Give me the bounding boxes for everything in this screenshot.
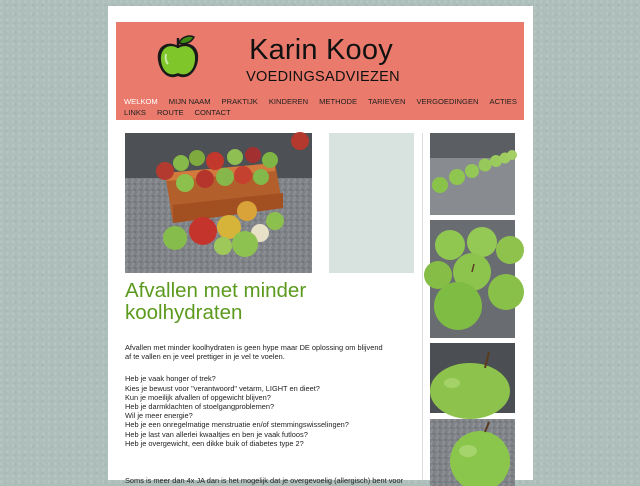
question-list [125, 374, 387, 448]
nav-link-praktijk[interactable]: PRAKTIJK [221, 97, 258, 106]
site-title: Karin Kooy [249, 34, 393, 66]
thumb-image-green-apples [430, 220, 515, 338]
list-item: Kies je bewust voor "verantwoord" vetarm, LIGHT en dieet? [125, 383, 320, 393]
list-item: Heb je darmklachten of stoelgangproblemen? [125, 402, 275, 412]
list-item: Wil je meer energie? [125, 411, 193, 421]
nav-link-acties[interactable]: ACTIES [489, 97, 517, 106]
thumb-image-apple-closeup [430, 419, 515, 486]
site-subtitle: VOEDINGSADVIEZEN [246, 69, 400, 85]
nav-link-links[interactable]: LINKS [124, 108, 146, 117]
site-header [116, 22, 524, 120]
nav-link-contact[interactable]: CONTACT [194, 108, 231, 117]
list-item: Kun je moeilijk afvallen of opgewicht blijven? [125, 392, 271, 402]
nav-link-route[interactable]: ROUTE [156, 108, 184, 117]
nav-link-vergoedingen[interactable]: VERGOEDINGEN [416, 97, 479, 106]
thumb-image-row-of-apples [430, 133, 515, 215]
list-item: Heb je vaak honger of trek? [125, 374, 216, 384]
green-apple-icon [154, 34, 202, 82]
list-item: Heb je overgewicht, een dikke buik of diabetes type 2? [125, 438, 304, 448]
hero-image-apple-crate [125, 133, 312, 273]
main-nav [124, 96, 524, 118]
side-panel [329, 133, 414, 273]
article-intro: Afvallen met minder koolhydraten is geen hype maar DE oplossing om blijvend af te vallen en je veel prettiger in je vel te voelen. [125, 343, 383, 362]
nav-link-tarieven[interactable]: TARIEVEN [368, 97, 406, 106]
nav-link-kinderen[interactable]: KINDEREN [268, 97, 309, 106]
list-item: Heb je last van allerlei kwaaltjes en ben je vaak futloos? [125, 429, 308, 439]
column-divider [422, 133, 423, 480]
article-body [125, 343, 387, 448]
article-title: Afvallen met minder koolhydraten [125, 279, 307, 324]
nav-link-mijn-naam[interactable]: MIJN NAAM [168, 97, 211, 106]
nav-link-welkom[interactable]: WELKOM [124, 97, 158, 106]
article-continued-text: Soms is meer dan 4x JA dan is het mogelijk dat je overgevoelig (allergisch) bent voor [125, 476, 404, 485]
nav-link-methode[interactable]: METHODE [319, 97, 358, 106]
page-container [108, 6, 533, 485]
thumb-image-single-apple [430, 343, 515, 413]
list-item: Heb je een onregelmatige menstruatie en/of stemmingswisselingen? [125, 420, 349, 430]
